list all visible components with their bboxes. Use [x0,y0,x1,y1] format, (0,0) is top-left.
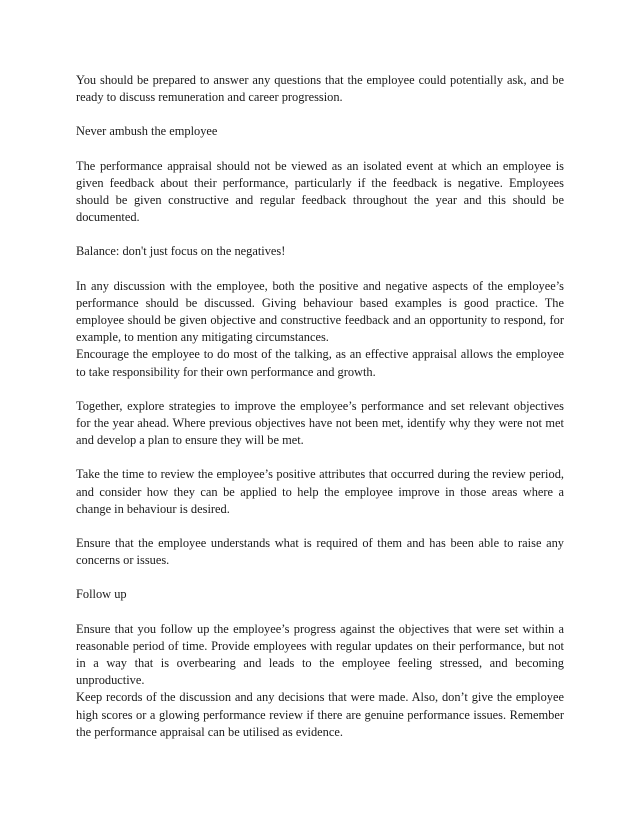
paragraph-not-isolated-event: The performance appraisal should not be viewed as an isolated event at which an employee is given feedback about their performance, particularly if the feedback is negative. Employees should be given constructive and regular feedback throughout the year and this should be documented. [76,158,564,225]
paragraph-prepare-questions: You should be prepared to answer any questions that the employee could potentially ask, and be ready to discuss remuneration and career progression. [76,73,564,105]
paragraph-ensure-understands: Ensure that the employee understands what is required of them and has been able to raise any concerns or issues. [76,536,564,568]
document-page [76,72,564,741]
paragraph-follow-up-progress: Ensure that you follow up the employee’s progress against the objectives that were set within a reasonable period of time. Provide employees with regular updates on their performance, but not in a way that is overbearing and leads to the employee feeling stressed, and becoming unproductive. [76,621,564,688]
paragraph-encourage-talking: Encourage the employee to do most of the talking, as an effective appraisal allows the employee to take responsibility for their own performance and growth. [76,347,564,379]
paragraph-positive-negative: In any discussion with the employee, both the positive and negative aspects of the employee’s performance should be discussed. Giving behaviour based examples is good practice. The employee should be given objective and constructive feedback and an opportunity to respond, for example, to mention any mitigating circumstances. [76,278,564,345]
paragraph-review-attributes: Take the time to review the employee’s positive attributes that occurred during the review period, and consider how they can be applied to help the employee improve in those areas where a change in behaviour is desired. [76,467,564,516]
heading-follow-up: Follow up [76,587,127,602]
heading-balance: Balance: don't just focus on the negatives! [76,244,286,259]
paragraph-explore-strategies: Together, explore strategies to improve the employee’s performance and set relevant objectives for the year ahead. Where previous objectives have not been met, identify why they were not met and develop a plan to ensure they will be met. [76,398,564,448]
heading-never-ambush: Never ambush the employee [76,124,218,139]
paragraph-keep-records: Keep records of the discussion and any decisions that were made. Also, don’t give the employee high scores or a glowing performance review if there are genuine performance issues. Remember the performance appraisal can be utilised as evidence. [76,690,564,739]
